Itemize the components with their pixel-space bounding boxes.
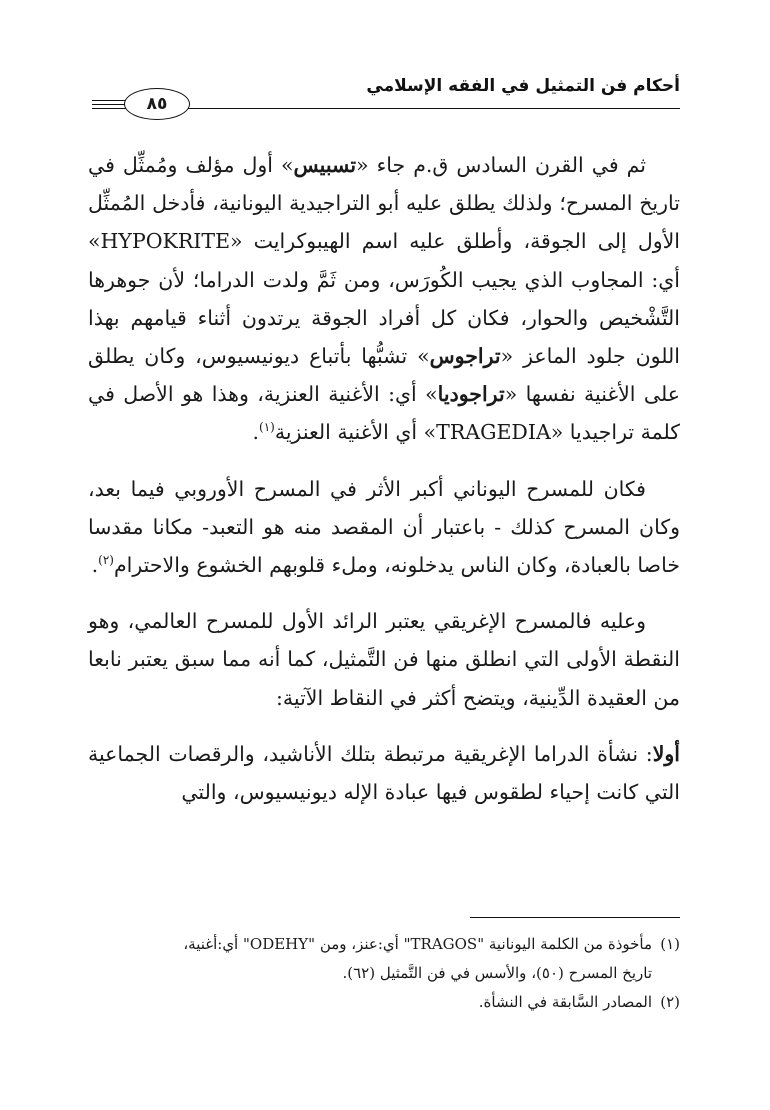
header-rule-ornament-top — [92, 100, 126, 101]
text-run: » أي: الأغنية العنزية، وهذا هو الأصل في كلمة تراجيديا «TRAGEDIA» أي الأغنية العنزية — [88, 382, 680, 445]
footnote-number: (٢) — [660, 993, 680, 1011]
text-run: : نشأة الدراما الإغريقية مرتبطة بتلك الأناشيد، والرقصات الجماعية التي كانت إحياء لطقوس فيها عبادة الإله ديونيسيوس، والتي — [88, 741, 680, 805]
footnote-2 — [88, 988, 680, 1017]
main-text — [88, 146, 680, 829]
page-number: ٨٥ — [124, 88, 190, 120]
text-run: فكان للمسرح اليوناني أكبر الأثر في المسرح الأوروبي فيما بعد، وكان المسرح كذلك - باعتبار أن المقصد منه هو التعبد- مكانا مقدسا خاصا بالعبادة، وكان الناس يدخلونه، وملء قلوبهم الخشوع والاحترام — [88, 476, 680, 578]
footnote-1 — [88, 930, 680, 988]
paragraph-1 — [88, 146, 680, 452]
paragraph-3 — [88, 602, 680, 717]
text-run: ثم في القرن السادس ق.م جاء « — [356, 153, 646, 177]
footnote-separator — [470, 917, 680, 918]
bold-term: تراجوديا — [437, 382, 505, 407]
footnote-text: المصادر السَّابقة في النشأة. — [478, 993, 652, 1011]
footnote-number: (١) — [660, 935, 680, 953]
footnote-text-continued: تاريخ المسرح (٥٠)، والأسس في فن التَّمثيل (٦٢). — [342, 964, 652, 982]
paragraph-4 — [88, 735, 680, 811]
footnote-ref[interactable]: (٢) — [98, 553, 114, 568]
text-run: » أول مؤلف ومُمثِّل في تاريخ المسرح؛ ولذلك يطلق عليه أبو التراجيدية اليونانية، فأدخل المُمثِّل الأول إلى الجوقة، وأطلق عليه اسم الهيبوكرايت «HYPOKRITE» أي: المجاوب الذي يجيب الكُورَس، ومن ثَمَّ ولدت الدراما؛ لأن جوهرها التَّشْخيص والحوار، فكان كل أفراد الجوقة يرتدون أثناء قيامهم بهذا اللون جلود الماعز « — [88, 153, 680, 369]
text-run: » تشبُّها بأتباع ديونيسيوس، وكان يطلق على الأغنية نفسها « — [88, 344, 680, 407]
bold-term: تسبيس — [293, 153, 357, 177]
footnote-text: مأخوذة من الكلمة اليونانية "TRAGOS" أي:عنز، ومن "ODEHY" أي:أغنية، — [183, 935, 652, 953]
bold-term: تراجوس — [429, 344, 501, 369]
footnote-ref[interactable]: (١) — [259, 420, 275, 435]
text-run: . — [91, 553, 99, 578]
text-run: . — [252, 420, 259, 445]
bold-term: أولا — [652, 741, 680, 766]
paragraph-2 — [88, 470, 680, 585]
text-run: وعليه فالمسرح الإغريقي يعتبر الرائد الأول للمسرح العالمي، وهو النقطة الأولى التي انطلق منها فن التَّمثيل، كما أنه مما سبق يعتبر نابعا من العقيدة الدِّينية، ويتضح أكثر في النقاط الآتية: — [88, 609, 680, 710]
footnotes — [88, 930, 680, 1017]
header-rule-ornament-bottom — [92, 104, 126, 105]
running-title: أحكام فن التمثيل في الفقه الإسلامي — [366, 76, 680, 96]
